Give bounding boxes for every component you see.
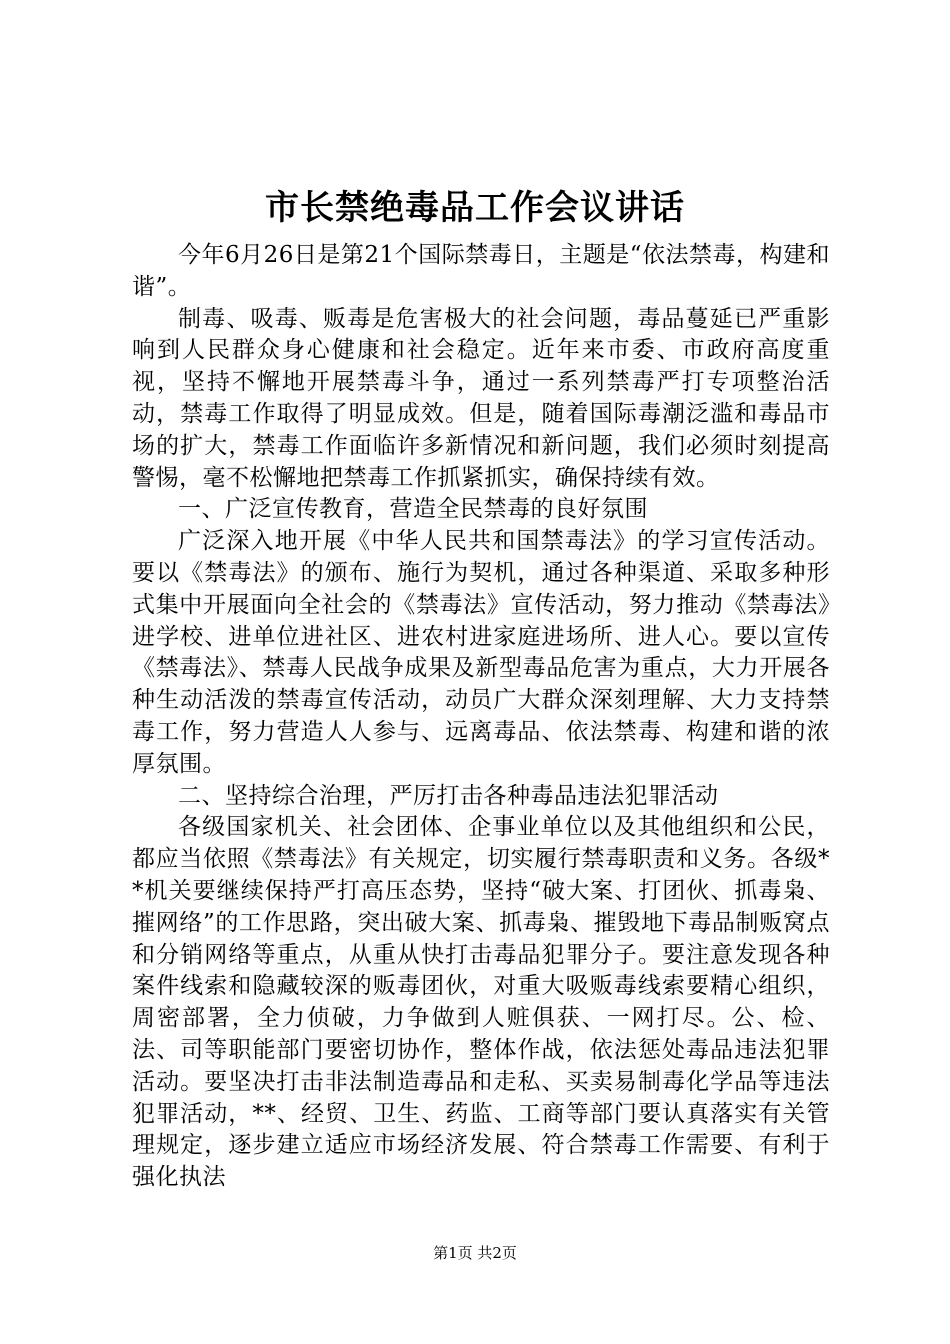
section-heading-1: 一、广泛宣传教育，营造全民禁毒的良好氛围 <box>178 496 648 523</box>
document-title: 市长禁绝毒品工作会议讲话 <box>265 188 685 228</box>
document-body <box>132 240 830 1194</box>
page-indicator: 第1页 共2页 <box>433 1244 517 1262</box>
page-footer <box>0 1243 950 1263</box>
section-heading-2: 二、坚持综合治理，严厉打击各种毒品违法犯罪活动 <box>178 782 719 809</box>
paragraph-intro: 今年6月26日是第21个国际禁毒日，主题是“依法禁毒，构建和谐”。 <box>132 242 830 300</box>
paragraph-section-2: 各级国家机关、社会团体、企事业单位以及其他组织和公民，都应当依照《禁毒法》有关规定，切实履行禁毒职责和义务。各级**机关要继续保持严打高压态势，坚持“破大案、打团伙、抓毒枭、摧网络”的工作思路，突出破大案、抓毒枭、摧毁地下毒品制贩窝点和分销网络等重点，从重从快打击毒品犯罪分子。要注意发现各种案件线索和隐藏较深的贩毒团伙，对重大吸贩毒线索要精心组织，周密部署，全力侦破，力争做到人赃俱获、一网打尽。公、检、法、司等职能部门要密切协作，整体作战，依法惩处毒品违法犯罪活动。要坚决打击非法制造毒品和走私、买卖易制毒化学品等违法犯罪活动，**、经贸、卫生、药监、工商等部门要认真落实有关管理规定，逐步建立适应市场经济发展、符合禁毒工作需要、有利于强化执法 <box>132 814 830 1191</box>
paragraph-background: 制毒、吸毒、贩毒是危害极大的社会问题，毒品蔓延已严重影响到人民群众身心健康和社会稳定。近年来市委、市政府高度重视，坚持不懈地开展禁毒斗争，通过一系列禁毒严打专项整治活动，禁毒工作取得了明显成效。但是，随着国际毒潮泛滥和毒品市场的扩大，禁毒工作面临许多新情况和新问题，我们必须时刻提高警惕，毫不松懈地把禁毒工作抓紧抓实，确保持续有效。 <box>132 305 830 491</box>
paragraph-section-1: 广泛深入地开展《中华人民共和国禁毒法》的学习宣传活动。要以《禁毒法》的颁布、施行为契机，通过各种渠道、采取多种形式集中开展面向全社会的《禁毒法》宣传活动，努力推动《禁毒法》进学校、进单位进社区、进农村进家庭进场所、进人心。要以宣传《禁毒法》、禁毒人民战争成果及新型毒品危害为重点，大力开展各种生动活泼的禁毒宣传活动，动员广大群众深刻理解、大力支持禁毒工作，努力营造人人参与、远离毒品、依法禁毒、构建和谐的浓厚氛围。 <box>132 528 830 777</box>
